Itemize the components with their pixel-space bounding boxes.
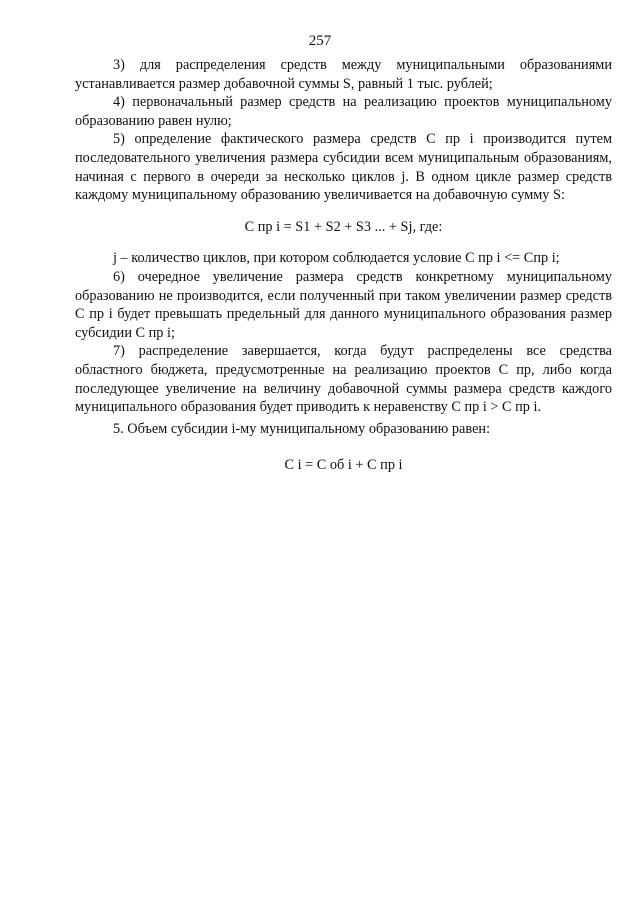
paragraph-item-6: 6) очередное увеличение размера средств конкретному муниципальному образованию не производится, если полученный при таком увеличении размер средств С пр i будет превышать предельный для данного муниципального образования размер субсидии С пр i; <box>75 268 612 341</box>
document-body <box>75 56 612 475</box>
paragraph-item-5: 5) определение фактического размера средств С пр i производится путем последовательного увеличения размера субсидии всем муниципальным образованиям, начиная с первого в очереди за несколько циклов j. В одном цикле размер средств каждому муниципальному образованию увеличивается на добавочную сумму S: <box>75 131 612 204</box>
paragraph-cycles-definition: j – количество циклов, при котором соблюдается условие С пр i <= Спр i; <box>113 250 560 267</box>
paragraph-item-4: 4) первоначальный размер средств на реализацию проектов муниципальному образованию равен нулю; <box>75 94 612 129</box>
section-item-5: 5. Объем субсидии i-му муниципальному образованию равен: <box>113 420 491 437</box>
page-number: 257 <box>308 33 332 49</box>
formula-subsidy-total: С i = С об i + С пр i <box>284 457 403 474</box>
paragraph-item-3: 3) для распределения средств между муниципальными образованиями устанавливается размер добавочной суммы S, равный 1 тыс. рублей; <box>75 57 612 92</box>
formula-cycles: С пр i = S1 + S2 + S3 ... + Sj, где: <box>244 218 443 235</box>
paragraph-item-7: 7) распределение завершается, когда будут распределены все средства областного бюджета, предусмотренные на реализацию проектов С пр, либо когда последующее увеличение на величину добавочной суммы размера средств каждого муниципального образования будет приводить к неравенству С пр i > С пр i. <box>75 343 612 416</box>
